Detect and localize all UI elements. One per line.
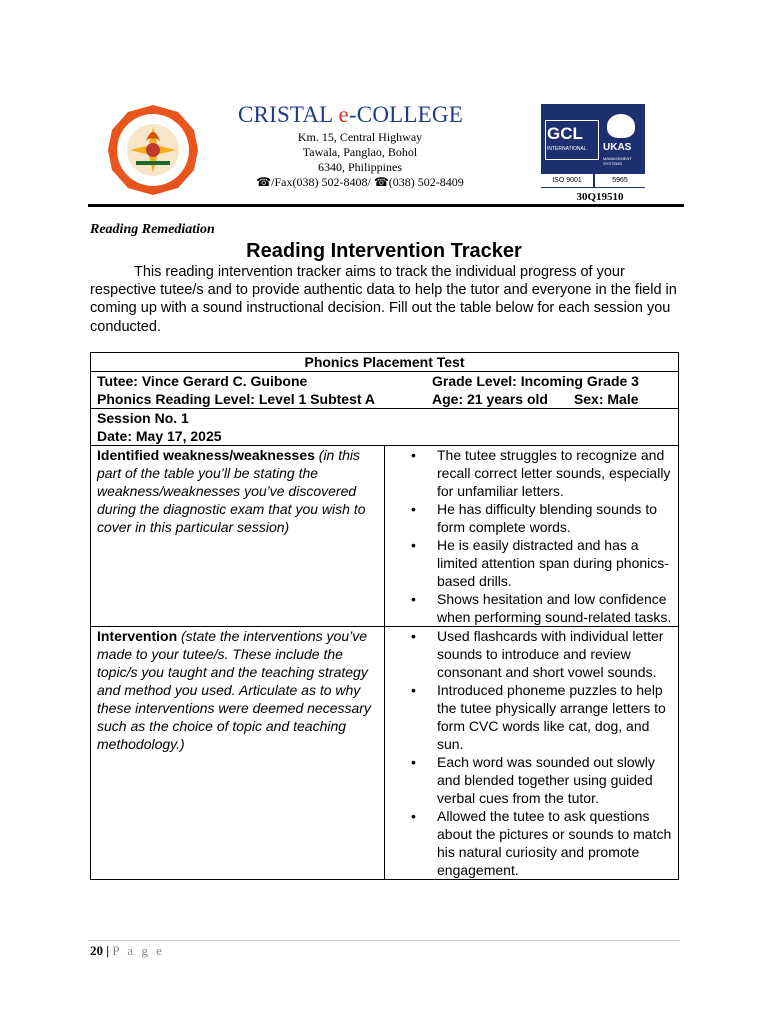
list-item: • Introduced phoneme puzzles to help the tutee physically arrange letters to form CVC words like cat, dog, and sun.	[437, 681, 672, 753]
page-footer	[90, 943, 164, 959]
weakness-list	[391, 446, 672, 626]
session-cell	[91, 409, 679, 446]
table-row	[91, 409, 679, 446]
weakness-label: Identified weakness/weaknesses	[97, 447, 315, 463]
session-number: Session No. 1	[97, 410, 189, 426]
table-row	[91, 372, 679, 409]
tutee-info-cell	[91, 372, 679, 409]
weakness-hint: (in this part of the table you’ll be stating the weakness/weaknesses you’ve discovered during the diagnostic exam that you wish to cover in this particular session)	[97, 447, 366, 535]
phone-line: ☎/Fax(038) 502-8408/ ☎(038) 502-8409	[256, 175, 464, 189]
list-item: • He has difficulty blending sounds to form complete words.	[437, 500, 672, 536]
test-name-cell: Phonics Placement Test	[91, 353, 679, 372]
list-item: • The tutee struggles to recognize and recall correct letter sounds, especially for unfamiliar letters.	[437, 446, 672, 500]
intervention-hint: (state the interventions you’ve made to your tutee/s. These include the topic/s you taught and the teaching strategy and method you used. Articulate as to why these interventions were deemed necessary such as the choice of topic and teaching methodology.)	[97, 628, 371, 752]
list-item: • Used flashcards with individual letter sounds to introduce and review consonant and short vowel sounds.	[437, 627, 672, 681]
page-title: Reading Intervention Tracker	[246, 240, 522, 262]
tracker-table	[90, 352, 679, 880]
footer-separator: |	[103, 943, 113, 958]
age: Age: 21 years old	[432, 391, 548, 407]
list-item: • Each word was sounded out slowly and blended together using guided verbal cues from the tutor.	[437, 753, 672, 807]
table-row	[91, 353, 679, 372]
ukas-sub-text: MANAGEMENT SYSTEMS	[603, 156, 632, 166]
weakness-content-cell	[385, 446, 679, 627]
header-divider	[88, 204, 684, 207]
sex: Sex: Male	[573, 391, 639, 407]
address-line-1: Km. 15, Central Highway	[297, 130, 423, 144]
gcl-sub-text: INTERNATIONAL	[547, 146, 587, 152]
page-number: 20	[90, 943, 103, 958]
table-row	[91, 627, 679, 880]
intervention-list	[391, 627, 672, 879]
intervention-label-cell	[91, 627, 385, 880]
address-line-2: Tawala, Panglao, Bohol	[302, 145, 418, 159]
weakness-label-cell	[91, 446, 385, 627]
page-label: P a g e	[112, 943, 165, 958]
list-item: • Allowed the tutee to ask questions about the pictures or sounds to match his natural curiosity and promote engagement.	[437, 807, 672, 879]
section-label: Reading Remediation	[90, 222, 215, 237]
reading-level: Phonics Reading Level: Level 1 Subtest A	[97, 391, 375, 407]
ukas-text: UKAS	[603, 142, 632, 153]
certification-code: 30Q19510	[576, 191, 624, 203]
tutee-name: Tutee: Vince Gerard C. Guibone	[97, 373, 308, 389]
certification-badge	[541, 104, 645, 188]
intervention-label: Intervention	[97, 628, 178, 644]
session-date: Date: May 17, 2025	[97, 428, 222, 444]
grade-level: Grade Level: Incoming Grade 3	[432, 373, 639, 389]
college-name: CRISTAL e-COLLEGE	[238, 102, 463, 127]
footer-divider	[88, 940, 680, 941]
cert-number-text: 5965	[595, 174, 645, 187]
iso-text: ISO 9001	[541, 174, 593, 187]
crown-icon	[607, 114, 635, 138]
intervention-content-cell	[385, 627, 679, 880]
list-item: • He is easily distracted and has a limited attention span during phonics-based drills.	[437, 536, 672, 590]
table-row	[91, 446, 679, 627]
list-item: • Shows hesitation and low confidence when performing sound-related tasks.	[437, 590, 672, 626]
address-line-3: 6340, Philippines	[317, 160, 402, 174]
intro-paragraph: This reading intervention tracker aims to track the individual progress of your respective tutee/s and to provide authentic data to help the tutor and everyone in the field in coming up with a sound instructional decision. Fill out the table below for each session you conducted.	[90, 264, 677, 335]
college-logo	[106, 103, 200, 197]
gcl-logo-text: GCL	[547, 124, 583, 143]
